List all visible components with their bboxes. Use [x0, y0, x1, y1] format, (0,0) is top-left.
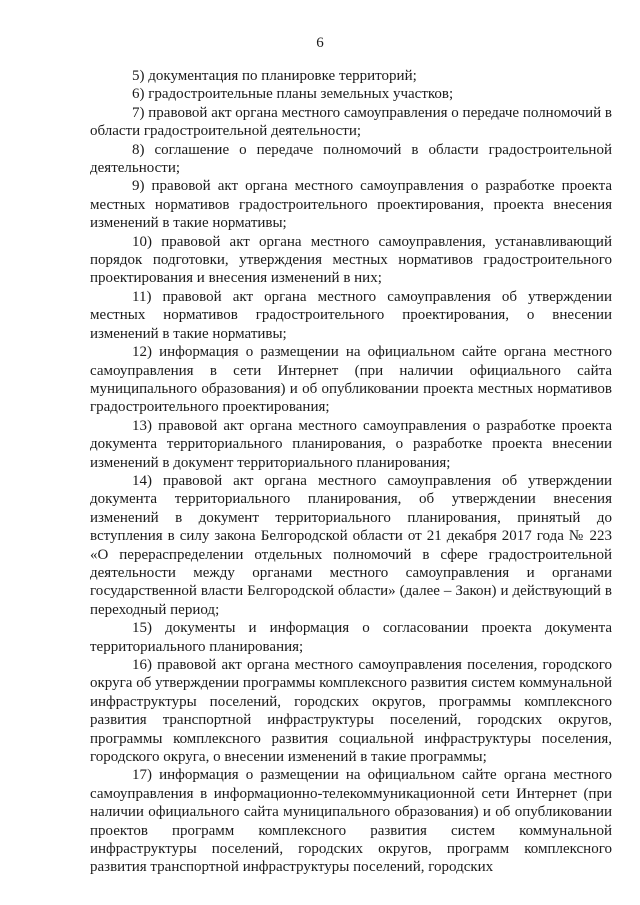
- list-item-7: 7) правовой акт органа местного самоуправления о передаче полномочий в области градостроительной деятельности;: [90, 104, 612, 140]
- list-item-9: 9) правовой акт органа местного самоуправления о разработке проекта местных нормативов градостроительного проектирования, проекта внесения изменений в такие нормативы;: [90, 178, 612, 232]
- list-item-10: 10) правовой акт органа местного самоуправления, устанавливающий порядок подготовки, утверждения местных нормативов градостроительного проектирования и внесения изменений в них;: [90, 233, 612, 287]
- document-body: [90, 67, 612, 877]
- list-item-11: 11) правовой акт органа местного самоуправления об утверждении местных нормативов градостроительного проектирования, о внесении изменений в такие нормативы;: [90, 288, 612, 342]
- list-item-13: 13) правовой акт органа местного самоуправления о разработке проекта документа территориального планирования, о разработке проекта внесении изменений в документ территориального планирования;: [90, 417, 612, 471]
- list-item-16: 16) правовой акт органа местного самоуправления поселения, городского округа об утверждении программы комплексного развития систем коммунальной инфраструктуры поселений, городских округов, программы комплексного развития транспортной инфраструктуры поселений, городских округов, программы комплексного развития социальной инфраструктуры поселения, городского округа, о внесении изменений в такие программы;: [90, 657, 612, 766]
- list-item-14: 14) правовой акт органа местного самоуправления об утверждении документа территориального планирования, об утверждении внесения изменений в документ территориального планирования, принятый до вступления в силу закона Белгородской области от 21 декабря 2017 года № 223 «О перераспределении отдельных полномочий в сфере градостроительной деятельности между органами местного самоуправления и органами государственной власти Белгородской области» (далее – Закон) и действующий в переходный период;: [90, 472, 612, 618]
- list-item-6: 6) градостроительные планы земельных участков;: [132, 86, 454, 103]
- page-number: 6: [316, 35, 324, 51]
- list-item-17: 17) информация о размещении на официальном сайте органа местного самоуправления в информационно-телекоммуникационной сети Интернет (при наличии официального сайта муниципального образования) и об опубликовании проектов программ комплексного развития систем коммунальной инфраструктуры поселений, городских округов, программ комплексного развития транспортной инфраструктуры поселений, городских: [90, 767, 612, 876]
- list-item-15: 15) документы и информация о согласовании проекта документа территориального планирования;: [90, 620, 612, 655]
- list-item-5: 5) документация по планировке территорий;: [132, 68, 417, 84]
- list-item-8: 8) соглашение о передаче полномочий в области градостроительной деятельности;: [90, 141, 612, 177]
- list-item-12: 12) информация о размещении на официальном сайте органа местного самоуправления в сети Интернет (при наличии официального сайта муниципального образования) и об опубликовании проекта местных нормативов градостроительного проектирования;: [90, 344, 612, 416]
